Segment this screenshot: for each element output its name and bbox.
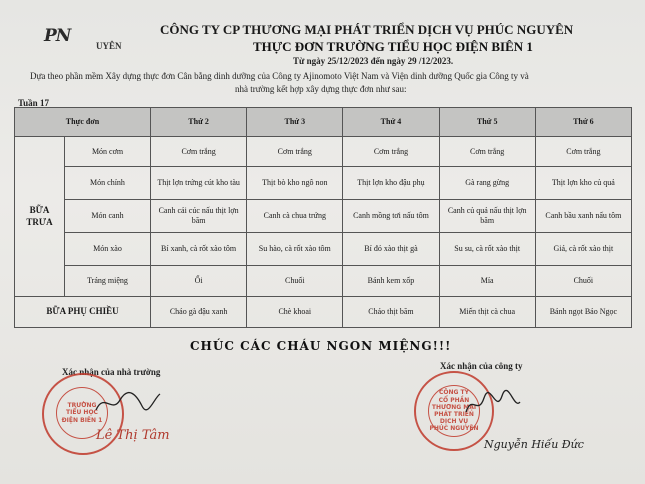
header-day: Thứ 3: [247, 108, 343, 137]
menu-cell: Cơm trắng: [343, 137, 439, 167]
school-signature-name: Lê Thị Tâm: [96, 428, 170, 443]
lunch-label: [15, 137, 65, 297]
menu-cell: Canh cải cúc nấu thịt lợn băm: [151, 200, 247, 233]
header-day: Thứ 6: [535, 108, 631, 137]
menu-cell: Ổi: [151, 266, 247, 297]
table-row: [15, 233, 632, 266]
table-row: [15, 266, 632, 297]
menu-cell: Cháo gà đậu xanh: [151, 297, 247, 328]
school-confirmation-label: Xác nhận của nhà trường: [62, 367, 161, 377]
header-day: Thứ 2: [151, 108, 247, 137]
dish-type: Món chính: [65, 167, 151, 200]
intro-text-line-1: Dựa theo phần mềm Xây dựng thực đơn Cân bằng dinh dưỡng của Công ty Ajinomoto Việt Nam và Viện dinh dưỡng Quốc gia Công ty và: [30, 71, 529, 81]
header-menu: Thực đơn: [15, 108, 151, 137]
menu-cell: Cơm trắng: [151, 137, 247, 167]
menu-cell: Bí xanh, cà rốt xào tôm: [151, 233, 247, 266]
table-row: [15, 167, 632, 200]
afternoon-snack-label: BỮA PHỤ CHIỀU: [15, 297, 151, 328]
menu-cell: Thịt lợn trứng cút kho tàu: [151, 167, 247, 200]
company-signature-name: Nguyễn Hiếu Đức: [484, 438, 584, 451]
menu-cell: Thịt lợn kho củ quả: [535, 167, 631, 200]
menu-cell: Bánh kem xốp: [343, 266, 439, 297]
lunch-label-line-1: BỮA: [29, 205, 50, 216]
company-stamp-line: THƯƠNG MẠI: [431, 403, 477, 411]
table-header-row: [15, 108, 632, 137]
menu-cell: Cháo thịt băm: [343, 297, 439, 328]
dish-type: Tráng miệng: [65, 266, 151, 297]
menu-cell: Gà rang gừng: [439, 167, 535, 200]
week-label: Tuần 17: [18, 98, 49, 108]
menu-cell: Bí đỏ xào thịt gà: [343, 233, 439, 266]
company-logo: PN: [44, 26, 71, 46]
dish-type: Món xào: [65, 233, 151, 266]
menu-cell: Giá, cà rốt xào thịt: [535, 233, 631, 266]
lunch-label-line-2: TRƯA: [26, 216, 53, 227]
menu-cell: Cơm trắng: [439, 137, 535, 167]
menu-cell: Mía: [439, 266, 535, 297]
closing-wish: CHÚC CÁC CHÁU NGON MIỆNG!!!: [190, 339, 452, 353]
intro-text-line-2: nhà trường kết hợp xây dựng thực đơn như sau:: [235, 84, 407, 94]
menu-cell: Cơm trắng: [535, 137, 631, 167]
menu-cell: Chè khoai: [247, 297, 343, 328]
menu-cell: Chuối: [535, 266, 631, 297]
menu-cell: Canh bầu xanh nấu tôm: [535, 200, 631, 233]
menu-cell: Thịt lợn kho đậu phụ: [343, 167, 439, 200]
table-row: [15, 297, 632, 328]
company-stamp-line: PHÁT TRIỂN: [434, 411, 474, 418]
header-day: Thứ 5: [439, 108, 535, 137]
menu-cell: Chuối: [247, 266, 343, 297]
school-stamp-line: TRƯỜNG: [67, 402, 97, 410]
menu-cell: Su hào, cà rốt xào tôm: [247, 233, 343, 266]
menu-cell: Su su, cà rốt xào thịt: [439, 233, 535, 266]
menu-cell: Thịt bò kho ngô non: [247, 167, 343, 200]
menu-cell: Cơm trắng: [247, 137, 343, 167]
date-range: Từ ngày 25/12/2023 đến ngày 29 /12/2023.: [293, 56, 454, 66]
company-stamp-line: DỊCH VỤ: [439, 418, 469, 426]
menu-cell: Canh cà chua trứng: [247, 200, 343, 233]
menu-cell: Miến thịt cà chua: [439, 297, 535, 328]
company-name: CÔNG TY CP THƯƠNG MẠI PHÁT TRIỂN DỊCH VỤ PHÚC NGUYÊN: [160, 22, 574, 37]
company-confirmation-label: Xác nhận của công ty: [440, 361, 523, 371]
company-stamp-line: PHÚC NGUYÊN: [429, 425, 479, 433]
company-logo-subtext: UYÊN: [96, 41, 122, 51]
company-stamp-line: CÔNG TY: [439, 389, 469, 397]
header-day: Thứ 4: [343, 108, 439, 137]
school-stamp-line: TIỂU HỌC: [66, 409, 98, 417]
company-stamp-line: CỔ PHẦN: [438, 396, 470, 404]
dish-type: Món cơm: [65, 137, 151, 167]
document-title: THỰC ĐƠN TRƯỜNG TIỂU HỌC ĐIỆN BIÊN 1: [253, 39, 533, 54]
dish-type: Món canh: [65, 200, 151, 233]
menu-table: [14, 107, 632, 328]
menu-cell: Canh mồng tơi nấu tôm: [343, 200, 439, 233]
school-stamp-line: ĐIỆN BIÊN 1: [61, 416, 103, 424]
table-row: [15, 137, 632, 167]
company-signature-scribble: [462, 388, 522, 420]
table-row: [15, 200, 632, 233]
menu-cell: Canh củ quả nấu thịt lợn băm: [439, 200, 535, 233]
menu-cell: Bánh ngọt Bảo Ngọc: [535, 297, 631, 328]
school-signature-scribble: [92, 388, 162, 418]
